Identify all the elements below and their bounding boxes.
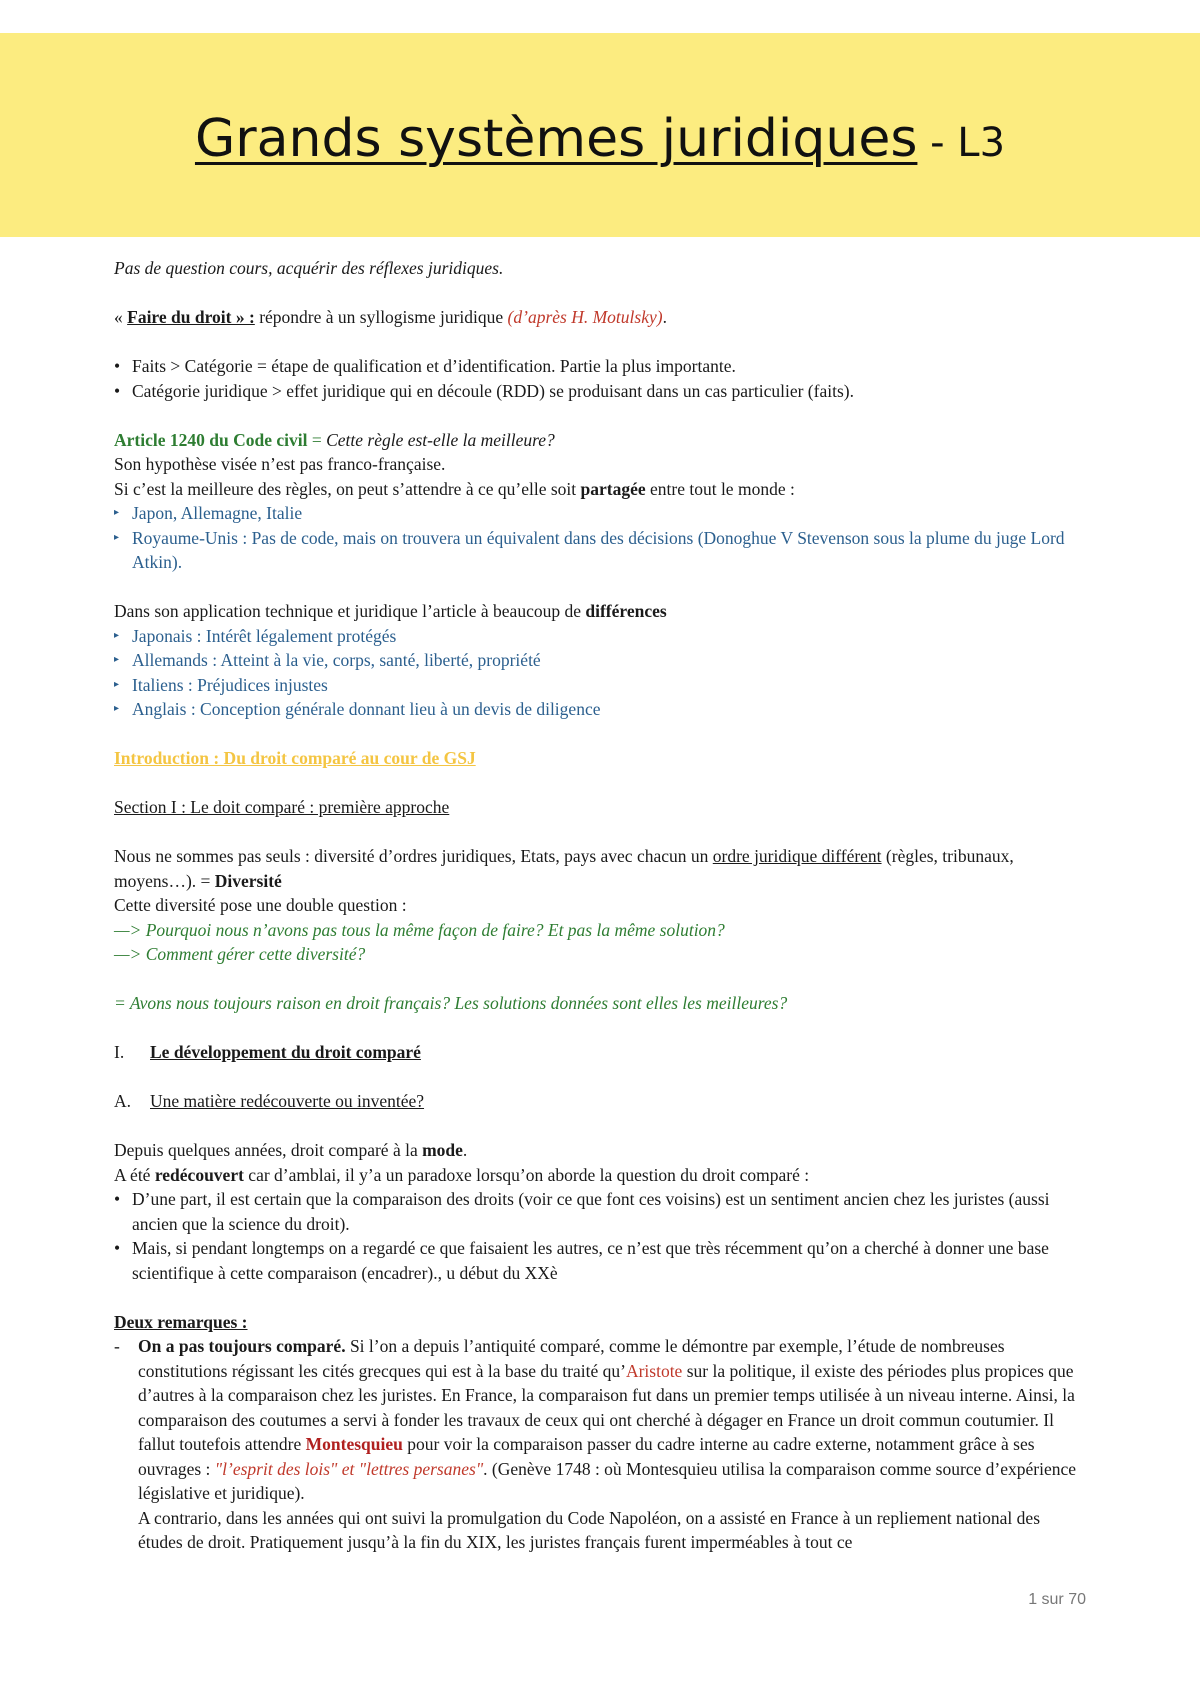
bullet-icon: • [114, 1189, 121, 1209]
part-title: Le développement du droit comparé [150, 1042, 421, 1062]
diversity-text-2: (règles, tribunaux, moyens…). = [114, 846, 1014, 891]
list-item [114, 673, 1079, 698]
list-item [114, 648, 1079, 673]
shared-bold: partagée [580, 478, 646, 499]
list-item [114, 697, 1079, 722]
page-number: 1 sur 70 [1028, 1591, 1086, 1608]
intro-line: Pas de question cours, acquérir des réflexes juridiques. [114, 258, 504, 278]
subpart-title: Une matière redécouverte ou inventée? [150, 1091, 425, 1111]
article-shared-line [114, 477, 1079, 502]
faire-du-droit-line [114, 305, 1079, 330]
remark-bold: On a pas toujours comparé. [138, 1336, 346, 1356]
list-item [114, 501, 1079, 526]
diversity-underlined: ordre juridique différent [712, 846, 882, 866]
question-3: = Avons nous toujours raison en droit français? Les solutions données sont elles les meilleures? [114, 993, 788, 1013]
bullet-text: Catégorie juridique > effet juridique qui en découle (RDD) se produisant dans un cas particulier (faits). [132, 380, 854, 401]
introduction-heading: Introduction : Du droit comparé au cour de GSJ [114, 748, 476, 768]
bullet-text: D’une part, il est certain que la comparaison des droits (voir ce que font ces voisins) est un sentiment ancien chez les juristes (aussi ancien que la science du droit). [132, 1189, 1050, 1234]
quote-open: « [114, 307, 128, 327]
triangle-bullet-icon: ▸ [114, 629, 120, 641]
dash-bullet: - [114, 1336, 120, 1356]
diff-item-text: Anglais : Conception générale donnant lieu à un devis de diligence [132, 699, 601, 719]
differences-list [114, 624, 1079, 722]
question-2: —> Comment gérer cette diversité? [114, 944, 366, 964]
redec-bold: redécouvert [154, 1164, 244, 1185]
remark-text-a: Si l’on a depuis l’antiquité comparé, comme le démontre par exemple, l’étude de nombreuses constitutions régissant les cités grecques qui est à la base du traité qu’ [138, 1336, 1005, 1381]
mode-end: . [462, 1140, 468, 1160]
bullet-icon: • [114, 380, 121, 401]
list-item [114, 1187, 1079, 1236]
intro-bullets [114, 354, 1079, 403]
paradox-bullets [114, 1187, 1079, 1285]
remark-text-d: . (Genève 1748 : où Montesquieu utilisa la comparaison comme source d’expérience législative et juridique). [138, 1458, 1077, 1503]
document-body [114, 256, 1079, 1555]
part-heading [114, 1040, 1079, 1065]
remark-item [114, 1334, 1079, 1555]
triangle-bullet-icon: ▸ [114, 678, 120, 690]
diff-item-text: Italiens : Préjudices injustes [132, 674, 328, 695]
double-question-line: Cette diversité pose une double question : [114, 895, 407, 915]
article-eq: = [307, 429, 327, 450]
country-text: Royaume-Unis : Pas de code, mais on trouvera un équivalent dans des décisions (Donoghue V Stevenson sous la plume du juge Lord Atkin). [132, 527, 1065, 572]
triangle-bullet-icon: ▸ [114, 654, 120, 665]
article-hypothesis: Son hypothèse visée n’est pas franco-française. [114, 454, 446, 474]
differences-line [114, 599, 1079, 624]
diff-item-text: Japonais : Intérêt légalement protégés [132, 625, 397, 646]
list-item [114, 624, 1079, 649]
title-suffix: - L3 [917, 120, 1006, 166]
triangle-bullet-icon: ▸ [114, 703, 120, 714]
countries-list [114, 501, 1079, 575]
mode-line [114, 1138, 1079, 1163]
bullet-icon: • [114, 1238, 121, 1258]
article-label: Article 1240 du Code civil [114, 429, 308, 450]
article-line [114, 428, 1079, 453]
rediscovered-line [114, 1163, 1079, 1188]
section-heading: Section I : Le doit comparé : première approche [114, 797, 450, 817]
diversity-text: Nous ne sommes pas seuls : diversité d’ordres juridiques, Etats, pays avec chacun un [114, 846, 713, 866]
triangle-bullet-icon: ▸ [114, 531, 120, 543]
triangle-bullet-icon: ▸ [114, 507, 120, 518]
subpart-heading [114, 1089, 1079, 1114]
list-item [114, 379, 1079, 404]
list-item [114, 526, 1079, 575]
aristote-name: Aristote [625, 1360, 683, 1381]
shared-text: Si c’est la meilleure des règles, on peut s’attendre à ce qu’elle soit [114, 478, 581, 499]
mode-text: Depuis quelques années, droit comparé à la [114, 1140, 423, 1160]
diversity-bold: Diversité [214, 870, 282, 891]
diff-item-text: Allemands : Atteint à la vie, corps, santé, liberté, propriété [132, 650, 541, 670]
faire-end: . [662, 307, 667, 327]
diff-text: Dans son application technique et juridique l’article à beaucoup de [114, 601, 586, 621]
montesquieu-name: Montesquieu [305, 1434, 403, 1454]
diversity-paragraph [114, 844, 1079, 893]
question-1: —> Pourquoi nous n’avons pas tous la même façon de faire? Et pas la même solution? [114, 919, 725, 940]
bullet-icon: • [114, 356, 121, 376]
document-title [0, 104, 1200, 178]
remark-text-c: pour voir la comparaison passer du cadre interne au cadre externe, notamment grâce à ses ouvrages : [138, 1434, 1035, 1479]
remark-paragraph [138, 1334, 1079, 1506]
remark-contrario: A contrario, dans les années qui ont suivi la promulgation du Code Napoléon, on a assisté en France à un repliement national des études de droit. Pratiquement jusqu’à la fin du XIX, les juristes français furent imperméables à tout ce [138, 1507, 1041, 1552]
faire-label: Faire du droit » : [127, 307, 255, 327]
faire-ref: (d’après H. Motulsky) [507, 307, 663, 327]
list-item [114, 354, 1079, 379]
title-main: Grands systèmes juridiques [194, 109, 918, 169]
remark-text-b: sur la politique, il existe des périodes plus propices que d’autres à la comparaison chez les juristes. En France, la comparaison fut dans un premier temps utilisée à un niveau interne. Ainsi, la comparaison des coutumes a servi à fonder les travaux de ceux qui ont cherché à dégager en France un droit commun coutumier. Il fallut toutefois attendre [138, 1360, 1075, 1454]
shared-text-end: entre tout le monde : [645, 478, 795, 499]
country-text: Japon, Allemagne, Italie [132, 503, 303, 523]
bullet-text: Faits > Catégorie = étape de qualification et d’identification. Partie la plus importante. [132, 356, 736, 376]
works-titles: "l’esprit des lois" et "lettres persanes" [214, 1458, 484, 1479]
faire-text: répondre à un syllogisme juridique [254, 307, 508, 327]
list-item [114, 1236, 1079, 1285]
diff-bold: différences [585, 601, 667, 621]
article-question: Cette règle est-elle la meilleure? [326, 429, 555, 450]
subpart-number: A. [114, 1091, 132, 1111]
remarks-heading: Deux remarques : [114, 1311, 248, 1332]
mode-bold: mode [422, 1140, 463, 1160]
bullet-text: Mais, si pendant longtemps on a regardé ce que faisaient les autres, ce n’est que très récemment qu’on a cherché à donner une base scientifique à cette comparaison (encadrer)., u début du XXè [132, 1238, 1049, 1283]
redec-text: A été [114, 1164, 155, 1185]
part-number: I. [114, 1042, 125, 1062]
redec-text-end: car d’amblai, il y’a un paradoxe lorsqu’on aborde la question du droit comparé : [243, 1164, 810, 1185]
